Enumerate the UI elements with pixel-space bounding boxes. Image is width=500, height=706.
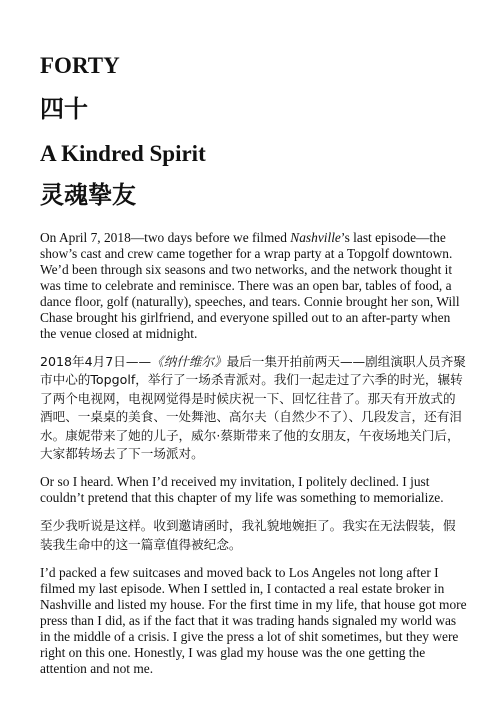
paragraph-english-2: Or so I heard. When I’d received my invitation, I politely declined. I just couldn’t pretend that this chapter of my life was something to memorialize.	[40, 474, 444, 506]
paragraph-chinese-2: 至少我听说是这样。收到邀请函时，我礼貌地婉拒了。我实在无法假装，假装我生命中的这一篇章值得被纪念。	[40, 518, 456, 552]
paragraph-text: 2018年4月7日——	[40, 354, 152, 369]
paragraph-english-1	[40, 230, 468, 342]
paragraph-text: ’s last episode—the show’s cast and crew came together for a wrap party at a Topgolf downtown. We’d been through six seasons and two networks, and the network thought it was time to celebrate and reminisce. There was an open bar, tables of food, a dance floor, golf (naturally), speeches, and tears. Connie brought her son, Will Chase brought his girlfriend, and everyone spilled out to an after-party when the venue closed at midnight.	[40, 230, 460, 341]
chapter-number-chinese: 四十	[40, 95, 88, 123]
show-title-italic: Nashville	[290, 230, 341, 245]
chapter-title-chinese: 灵魂挚友	[40, 181, 136, 209]
paragraph-english-3: I’d packed a few suitcases and moved back to Los Angeles not long after I filmed my last episode. When I settled in, I contacted a real estate broker in Nashville and listed my house. For the first time in my life, that house got more press than I did, as if the fact that it was trading hands signaled my world was in the middle of a crisis. I give the press a lot of shit sometimes, but they were right on this one. Honestly, I was glad my house was the one getting the attention and not me.	[40, 565, 467, 677]
paragraph-chinese-1	[40, 353, 468, 463]
paragraph-text: 最后一集开拍前两天——剧组演职人员齐聚市中心的Topgolf，举行了一场杀青派对。我们一起走过了六季的时光，辗转了两个电视网，电视网觉得是时候庆祝一下、回忆往昔了。那天有开放式的酒吧、一桌桌的美食、一处舞池、高尔夫（自然少不了）、几段发言，还有泪水。康妮带来了她的儿子，威尔·蔡斯带来了他的女朋友，午夜场地关门后，大家都转场去了下一场派对。	[40, 354, 466, 462]
chapter-number: FORTY	[40, 53, 120, 78]
book-page	[40, 52, 468, 677]
paragraph-text: On April 7, 2018—two days before we filmed	[40, 230, 291, 245]
show-title-italic: 《纳什维尔》	[151, 354, 227, 369]
chapter-title: A Kindred Spirit	[40, 141, 206, 166]
